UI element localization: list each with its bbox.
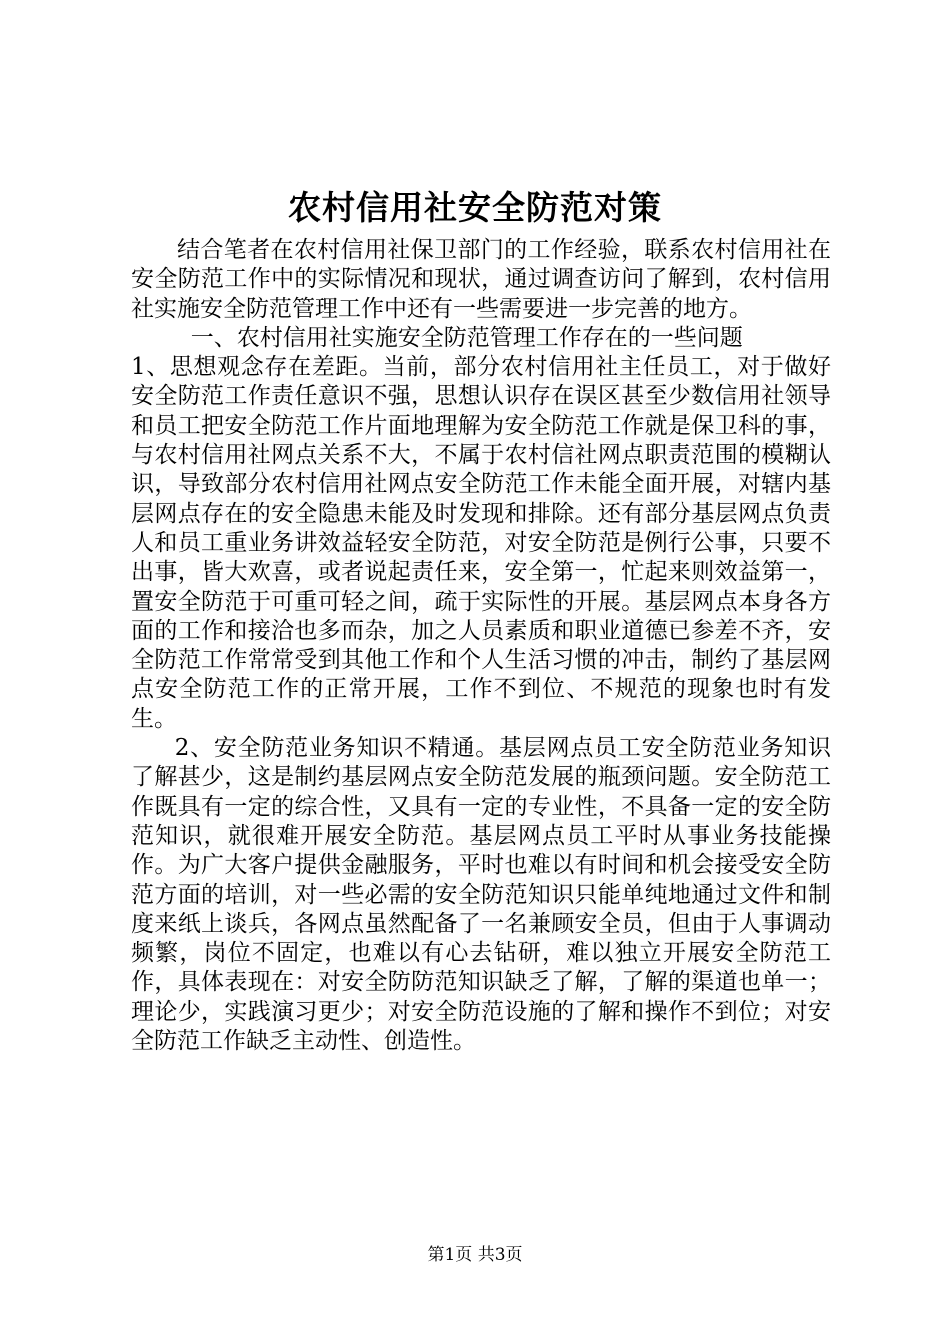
point-1-paragraph: 1、思想观念存在差距。当前，部分农村信用社主任员工，对于做好安全防范工作责任意识不强，思想认识存在误区甚至少数信用社领导和员工把安全防范工作片面地理解为安全防范工作就是保卫科的事，与农村信用社网点关系不大，不属于农村信社网点职责范围的模糊认识，导致部分农村信用社网点安全防范工作未能全面开展，对辖内基层网点存在的安全隐患未能及时发现和排除。还有部分基层网点负责人和员工重业务讲效益轻安全防范，对安全防范是例行公事，只要不出事，皆大欢喜，或者说起责任来，安全第一，忙起来则效益第一，置安全防范于可重可轻之间，疏于实际性的开展。基层网点本身各方面的工作和接洽也多而杂，加之人员素质和职业道德已参差不齐，安全防范工作常常受到其他工作和个人生活习惯的冲击，制约了基层网点安全防范工作的正常开展，工作不到位、不规范的现象也时有发生。 [131,354,831,732]
document-title: 农村信用社安全防范对策 [288,188,662,227]
point-2-paragraph: 2、安全防范业务知识不精通。基层网点员工安全防范业务知识了解甚少，这是制约基层网点安全防范发展的瓶颈问题。安全防范工作既具有一定的综合性，又具有一定的专业性，不具备一定的安全防范知识，就很难开展安全防范。基层网点员工平时从事业务技能操作。为广大客户提供金融服务，平时也难以有时间和机会接受安全防范方面的培训，对一些必需的安全防范知识只能单纯地通过文件和制度来纸上谈兵，各网点虽然配备了一名兼顾安全员，但由于人事调动频繁，岗位不固定，也难以有心去钻研，难以独立开展安全防范工作，具体表现在：对安全防防范知识缺乏了解，了解的渠道也单一；理论少，实践演习更少；对安全防范设施的了解和操作不到位；对安全防范工作缺乏主动性、创造性。 [131,735,831,1055]
page-footer: 第1页 共3页 [427,1245,523,1265]
section-heading: 一、农村信用社实施安全防范管理工作存在的一些问题 [190,324,743,351]
intro-paragraph: 结合笔者在农村信用社保卫部门的工作经验，联系农村信用社在安全防范工作中的实际情况和现状，通过调查访问了解到，农村信用社实施安全防范管理工作中还有一些需要进一步完善的地方。 [131,237,831,322]
document-body [131,236,831,1056]
